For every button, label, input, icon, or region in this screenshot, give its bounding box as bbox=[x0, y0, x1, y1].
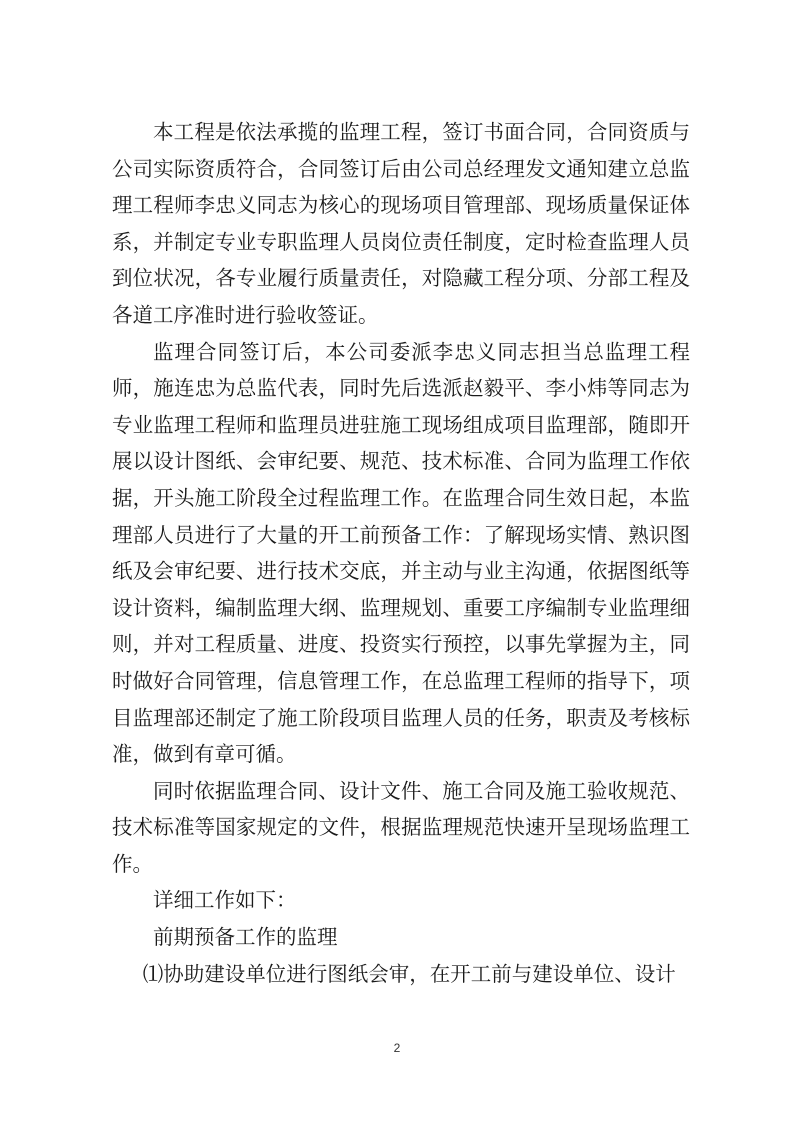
page-number: 2 bbox=[393, 1041, 401, 1055]
paragraph-basis-of-work: 同时依据监理合同、设计文件、施工合同及施工验收规范、技术标准等国家规定的文件，根据监理规范快速开呈现场监理工作。 bbox=[112, 778, 690, 876]
paragraph-contract-overview: 本工程是依法承揽的监理工程，签订书面合同，合同资质与公司实际资质符合，合同签订后由公司总经理发文通知建立总监理工程师李忠义同志为核心的现场项目管理部、现场质量保证体系，并制定专业专职监理人员岗位责任制度，定时检查监理人员到位状况，各专业履行质量责任，对隐藏工程分项、分部工程及各道工序准时进行验收签证。 bbox=[112, 120, 690, 327]
paragraph-supervision-team: 监理合同签订后，本公司委派李忠义同志担当总监理工程师，施连忠为总监代表，同时先后选派赵毅平、李小炜等同志为专业监理工程师和监理员进驻施工现场组成项目监理部，随即开展以设计图纸、会审纪要、规范、技术标准、合同为监理工作依据，开头施工阶段全过程监理工作。在监理合同生效日起，本监理部人员进行了大量的开工前预备工作：了解现场实情、熟识图纸及会审纪要、进行技术交底，并主动与业主沟通，依据图纸等设计资料，编制监理大纲、监理规划、重要工序编制专业监理细则，并对工程质量、进度、投资实行预控，以事先掌握为主，同时做好合同管理，信息管理工作，在总监理工程师的指导下，项目监理部还制定了施工阶段项目监理人员的任务，职责及考核标准，做到有章可循。 bbox=[112, 339, 690, 767]
paragraph-preparation-heading: 前期预备工作的监理 bbox=[153, 925, 338, 950]
paragraph-list-item-1: ⑴协助建设单位进行图纸会审，在开工前与建设单位、设计 bbox=[142, 961, 676, 986]
paragraph-work-details-heading: 详细工作如下： bbox=[153, 888, 297, 913]
document-body bbox=[112, 114, 690, 992]
